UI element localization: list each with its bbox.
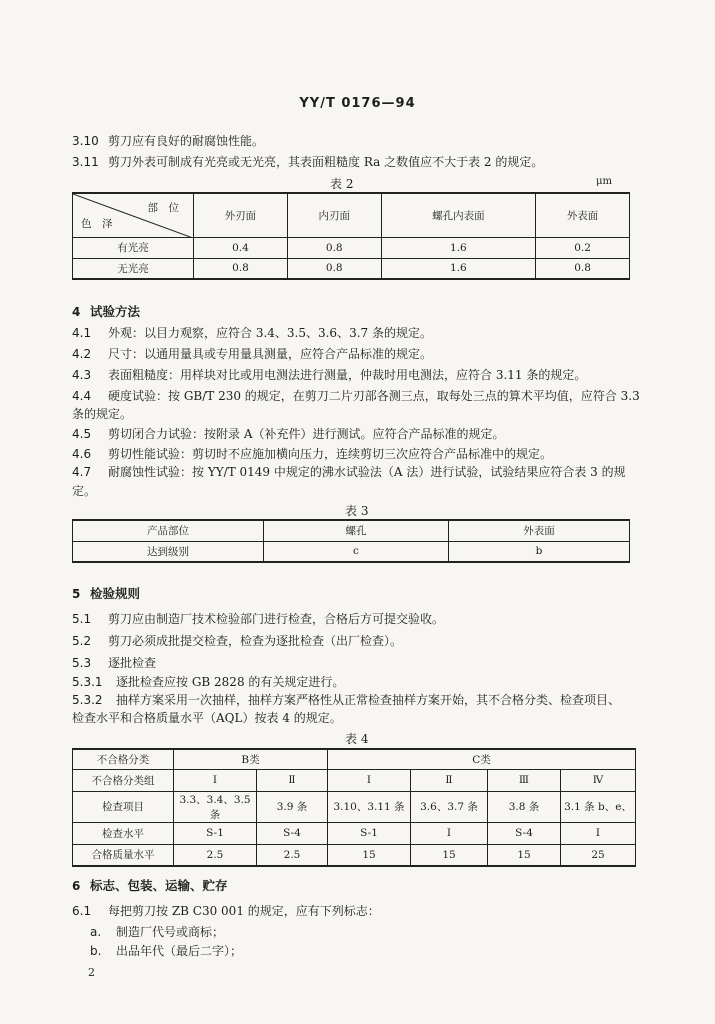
table4-cell: Ⅰ [174, 769, 257, 791]
table4 [72, 748, 636, 867]
table-row [73, 844, 636, 866]
table4-cell: 25 [561, 844, 636, 866]
section-5-heading: 5 检验规则 [72, 586, 141, 601]
table2-row-label: 无光亮 [73, 258, 194, 279]
table4-cell: 15 [411, 844, 488, 866]
clause-number: 3.10 [72, 134, 99, 148]
clause-5-3-1: 5.3.1 逐批检查应按 GB 2828 的有关规定进行。 [72, 675, 345, 689]
table4-cell: Ⅰ [561, 822, 636, 844]
table2-cell: 0.8 [536, 258, 630, 279]
table4-cell: 3.6、3.7 条 [411, 791, 488, 822]
table4-cell: 3.8 条 [488, 791, 561, 822]
clause-5-2: 5.2 剪刀必须成批提交检查，检查为逐批检查（出厂检查）。 [72, 634, 403, 648]
table3-cell: b [449, 541, 630, 562]
clause-number: 3.11 [72, 155, 99, 169]
document-header: YY/T 0176—94 [299, 96, 416, 111]
clause-3-10 [72, 134, 264, 148]
clause-text: 剪刀应有良好的耐腐蚀性能。 [108, 134, 265, 148]
corner-bottom-label: 色 泽 [81, 217, 113, 230]
table4-class-b: B类 [174, 749, 328, 769]
page-number: 2 [88, 966, 95, 979]
table4-cell: 15 [328, 844, 411, 866]
table-row [73, 791, 636, 822]
table4-cell: S-1 [328, 822, 411, 844]
section-6-heading: 6 标志、包装、运输、贮存 [72, 878, 228, 893]
table-row [73, 520, 630, 541]
table2-unit: μm [596, 176, 612, 187]
table2-row-label: 有光亮 [73, 237, 194, 258]
clause-4-6: 4.6 剪切性能试验：剪切时不应施加横向压力，连续剪切三次应符合产品标准中的规定。 [72, 447, 553, 461]
table4-row-label: 不合格分类 [73, 749, 174, 769]
table4-cell: 3.3、3.4、3.5 条 [174, 791, 257, 822]
table2-col-header: 外刃面 [194, 193, 288, 237]
table4-row-label: 检查水平 [73, 822, 174, 844]
clause-4-3: 4.3 表面粗糙度：用样块对比或用电测法进行测量，仲裁时用电测法，应符合 3.11 条的规定。 [72, 368, 587, 382]
table4-row-label: 不合格分类组 [73, 769, 174, 791]
table4-cell: 2.5 [257, 844, 328, 866]
corner-top-label: 部 位 [147, 202, 179, 214]
clause-text: 剪刀外表可制成有光亮或无光亮，其表面粗糙度 Ra 之数值应不大于表 2 的规定。 [108, 155, 544, 169]
table4-cell: Ⅱ [411, 769, 488, 791]
table3 [72, 519, 630, 563]
clause-4-5: 4.5 剪切闭合力试验：按附录 A（补充件）进行测试。应符合产品标准的规定。 [72, 427, 505, 441]
table4-cell: Ⅲ [488, 769, 561, 791]
table4-cell: Ⅱ [257, 769, 328, 791]
table-row [73, 541, 630, 562]
list-item: b. 出品年代（最后二字）； [90, 944, 243, 958]
table4-row-label: 检查项目 [73, 791, 174, 822]
clause-6-1: 6.1 每把剪刀按 ZB C30 001 的规定，应有下列标志： [72, 904, 380, 918]
table-row [73, 822, 636, 844]
table4-cell: 2.5 [174, 844, 257, 866]
table4-cell: S-1 [174, 822, 257, 844]
clause-4-4-cont: 条的规定。 [72, 407, 133, 421]
clause-3-11 [72, 155, 543, 169]
table4-cell: S-4 [488, 822, 561, 844]
table4-cell: 3.10、3.11 条 [328, 791, 411, 822]
table2-col-header: 螺孔内表面 [381, 193, 535, 237]
table2-caption: 表 2 [330, 177, 354, 191]
table2 [72, 192, 630, 280]
clause-5-3-2-cont: 检查水平和合格质量水平（AQL）按表 4 的规定。 [72, 711, 342, 725]
table-row [73, 237, 630, 258]
table4-cell: Ⅳ [561, 769, 636, 791]
table3-header: 产品部位 [73, 520, 264, 541]
clause-4-1: 4.1 外观：以目力观察，应符合 3.4、3.5、3.6、3.7 条的规定。 [72, 326, 432, 340]
table2-cell: 0.8 [287, 237, 381, 258]
table2-cell: 0.8 [287, 258, 381, 279]
table2-cell: 1.6 [381, 237, 535, 258]
table2-cell: 1.6 [381, 258, 535, 279]
table4-caption: 表 4 [345, 732, 369, 746]
table4-row-label: 合格质量水平 [73, 844, 174, 866]
table4-cell: Ⅰ [328, 769, 411, 791]
section-number: 4 [72, 305, 81, 319]
table-row [73, 258, 630, 279]
clause-5-1: 5.1 剪刀应由制造厂技术检验部门进行检查，合格后方可提交验收。 [72, 612, 445, 626]
section-title: 试验方法 [90, 304, 141, 319]
clause-4-7-cont: 定。 [72, 484, 97, 498]
table-row [73, 749, 636, 769]
list-item: a. 制造厂代号或商标； [90, 925, 225, 939]
clause-5-3-2: 5.3.2 抽样方案采用一次抽样，抽样方案严格性从正常检查抽样方案开始，其不合格分类、检查项目、 [72, 693, 621, 707]
table4-cell: S-4 [257, 822, 328, 844]
table2-cell: 0.2 [536, 237, 630, 258]
table2-corner-cell [73, 193, 194, 237]
clause-4-7: 4.7 耐腐蚀性试验：按 YY/T 0149 中规定的沸水试验法（A 法）进行试验，试验结果应符合表 3 的规 [72, 465, 626, 479]
table3-caption: 表 3 [345, 504, 369, 518]
table2-cell: 0.4 [194, 237, 288, 258]
table-row [73, 769, 636, 791]
table2-col-header: 内刃面 [287, 193, 381, 237]
table2-cell: 0.8 [194, 258, 288, 279]
clause-5-3: 5.3 逐批检查 [72, 656, 157, 670]
table4-cell: 15 [488, 844, 561, 866]
clause-4-2: 4.2 尺寸：以通用量具或专用量具测量，应符合产品标准的规定。 [72, 347, 433, 361]
table3-header: 外表面 [449, 520, 630, 541]
table4-class-c: C类 [328, 749, 636, 769]
table3-cell: 达到级别 [73, 541, 264, 562]
table4-cell: 3.9 条 [257, 791, 328, 822]
section-4-heading [72, 302, 140, 320]
clause-4-4: 4.4 硬度试验：按 GB/T 230 的规定，在剪刀二片刃部各测三点，取每处三点的算术平均值，应符合 3.3 [72, 389, 640, 403]
table3-header: 螺孔 [264, 520, 449, 541]
table4-cell: Ⅰ [411, 822, 488, 844]
table4-cell: 3.1 条 b、e、 [561, 791, 636, 822]
table2-col-header: 外表面 [536, 193, 630, 237]
table3-cell: c [264, 541, 449, 562]
